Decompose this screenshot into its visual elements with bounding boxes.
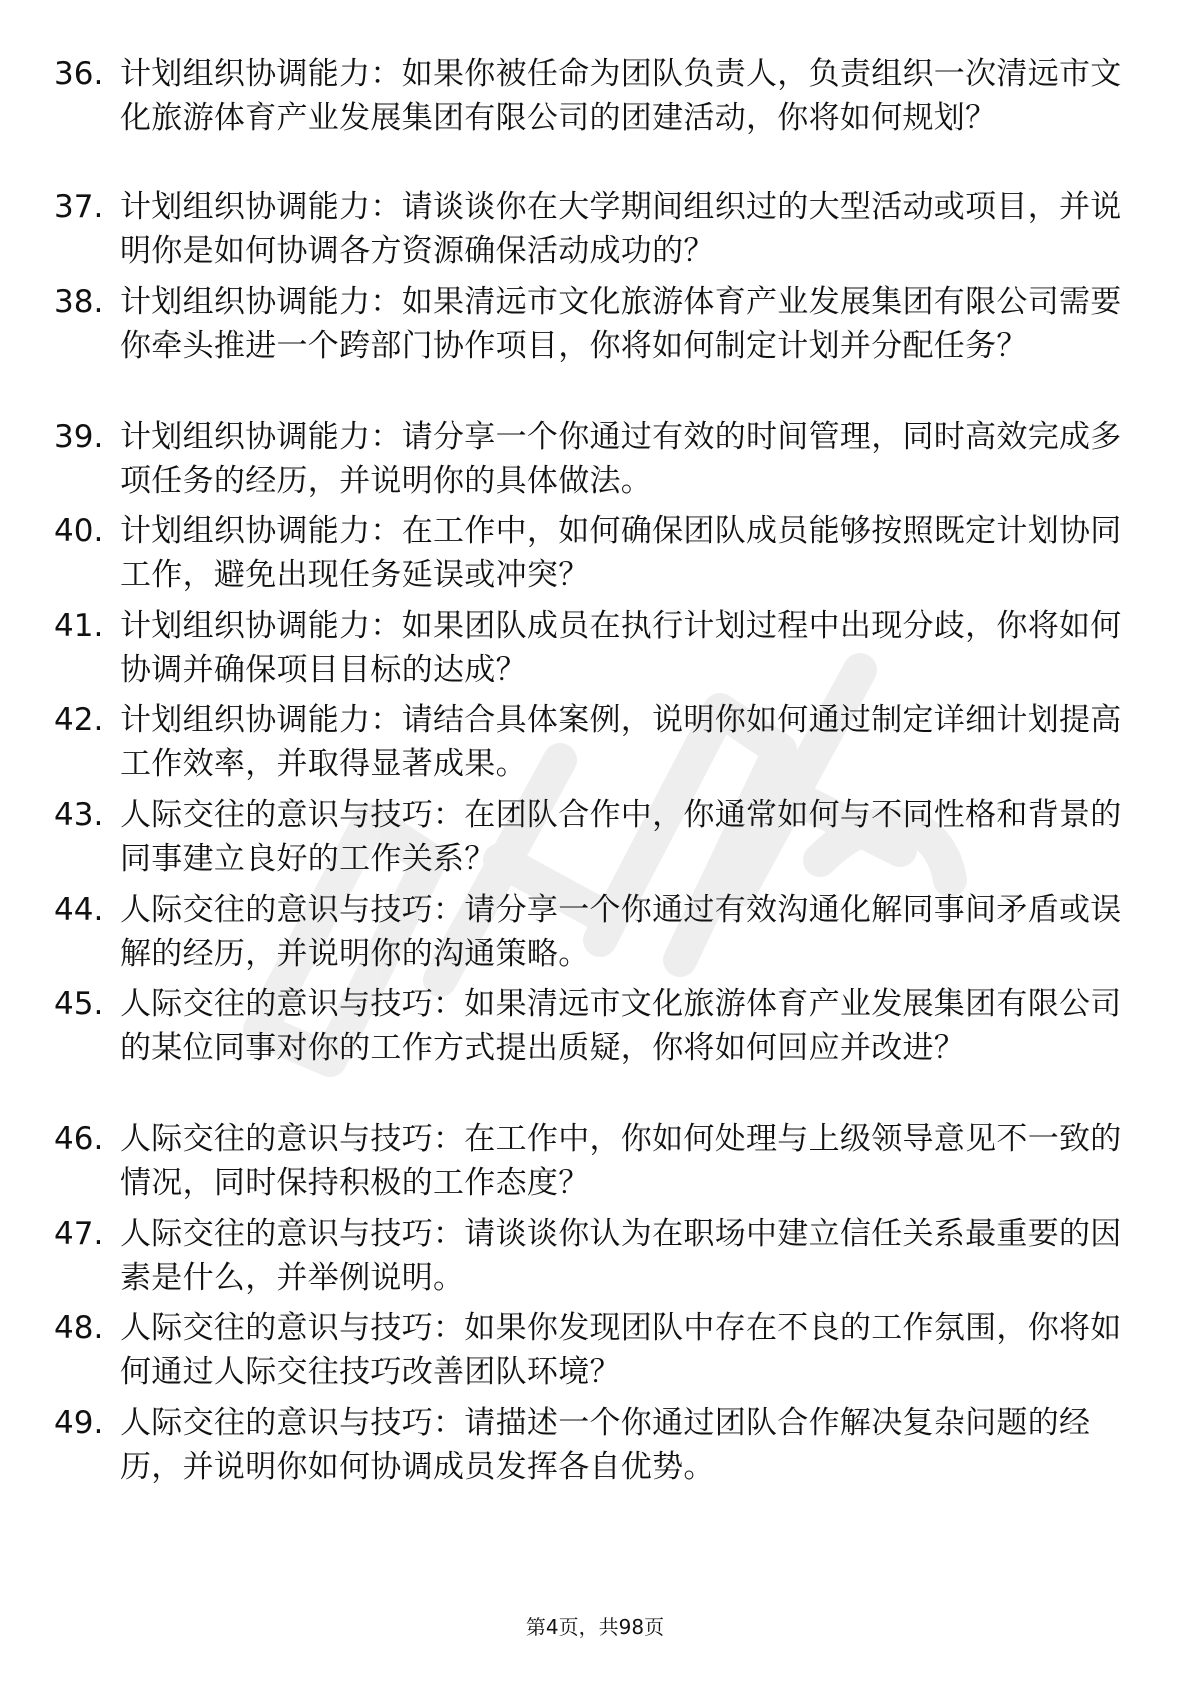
question-number: 45. [54, 986, 104, 1022]
question-item [54, 888, 1124, 976]
question-item [54, 604, 1124, 692]
question-text: 人际交往的意识与技巧：请谈谈你认为在职场中建立信任关系最重要的因素是什么，并举例说明。 [120, 1216, 1122, 1296]
question-item [54, 415, 1124, 503]
question-text: 人际交往的意识与技巧：请分享一个你通过有效沟通化解同事间矛盾或误解的经历，并说明你的沟通策略。 [120, 892, 1122, 972]
question-number: 39. [54, 419, 104, 455]
question-text: 计划组织协调能力：请结合具体案例，说明你如何通过制定详细计划提高工作效率，并取得显著成果。 [120, 702, 1122, 782]
question-item [54, 1401, 1124, 1489]
question-number: 42. [54, 702, 104, 738]
question-text: 人际交往的意识与技巧：在工作中，你如何处理与上级领导意见不一致的情况，同时保持积极的工作态度？ [120, 1121, 1122, 1201]
question-text: 计划组织协调能力：在工作中，如何确保团队成员能够按照既定计划协同工作，避免出现任务延误或冲突？ [120, 513, 1122, 593]
question-text: 人际交往的意识与技巧：如果清远市文化旅游体育产业发展集团有限公司的某位同事对你的工作方式提出质疑，你将如何回应并改进？ [120, 986, 1122, 1066]
question-text: 人际交往的意识与技巧：在团队合作中，你通常如何与不同性格和背景的同事建立良好的工作关系？ [120, 797, 1122, 877]
question-item [54, 280, 1124, 368]
question-number: 41. [54, 608, 104, 644]
question-text: 人际交往的意识与技巧：如果你发现团队中存在不良的工作氛围，你将如何通过人际交往技巧改善团队环境？ [120, 1310, 1122, 1390]
question-number: 36. [54, 56, 104, 92]
question-item [54, 793, 1124, 881]
question-number: 49. [54, 1405, 104, 1441]
question-item [54, 1212, 1124, 1300]
question-number: 43. [54, 797, 104, 833]
question-text: 计划组织协调能力：请分享一个你通过有效的时间管理，同时高效完成多项任务的经历，并说明你的具体做法。 [120, 419, 1122, 499]
question-item [54, 1117, 1124, 1205]
question-text: 计划组织协调能力：如果你被任命为团队负责人，负责组织一次清远市文化旅游体育产业发展集团有限公司的团建活动，你将如何规划？ [120, 56, 1122, 136]
question-number: 48. [54, 1310, 104, 1346]
question-number: 38. [54, 284, 104, 320]
question-item [54, 982, 1124, 1070]
question-text: 人际交往的意识与技巧：请描述一个你通过团队合作解决复杂问题的经历，并说明你如何协调成员发挥各自优势。 [120, 1405, 1091, 1485]
question-number: 44. [54, 892, 104, 928]
question-text: 计划组织协调能力：请谈谈你在大学期间组织过的大型活动或项目，并说明你是如何协调各方资源确保活动成功的？ [120, 189, 1122, 269]
page-footer: 第4页，共98页 [525, 1615, 665, 1639]
question-item [54, 185, 1124, 273]
question-item [54, 698, 1124, 786]
question-number: 37. [54, 189, 104, 225]
question-item [54, 52, 1124, 140]
question-number: 47. [54, 1216, 104, 1252]
question-item [54, 509, 1124, 597]
question-text: 计划组织协调能力：如果清远市文化旅游体育产业发展集团有限公司需要你牵头推进一个跨部门协作项目，你将如何制定计划并分配任务？ [120, 284, 1122, 364]
question-item [54, 1306, 1124, 1394]
question-number: 40. [54, 513, 104, 549]
question-text: 计划组织协调能力：如果团队成员在执行计划过程中出现分歧，你将如何协调并确保项目目标的达成？ [120, 608, 1122, 688]
question-number: 46. [54, 1121, 104, 1157]
